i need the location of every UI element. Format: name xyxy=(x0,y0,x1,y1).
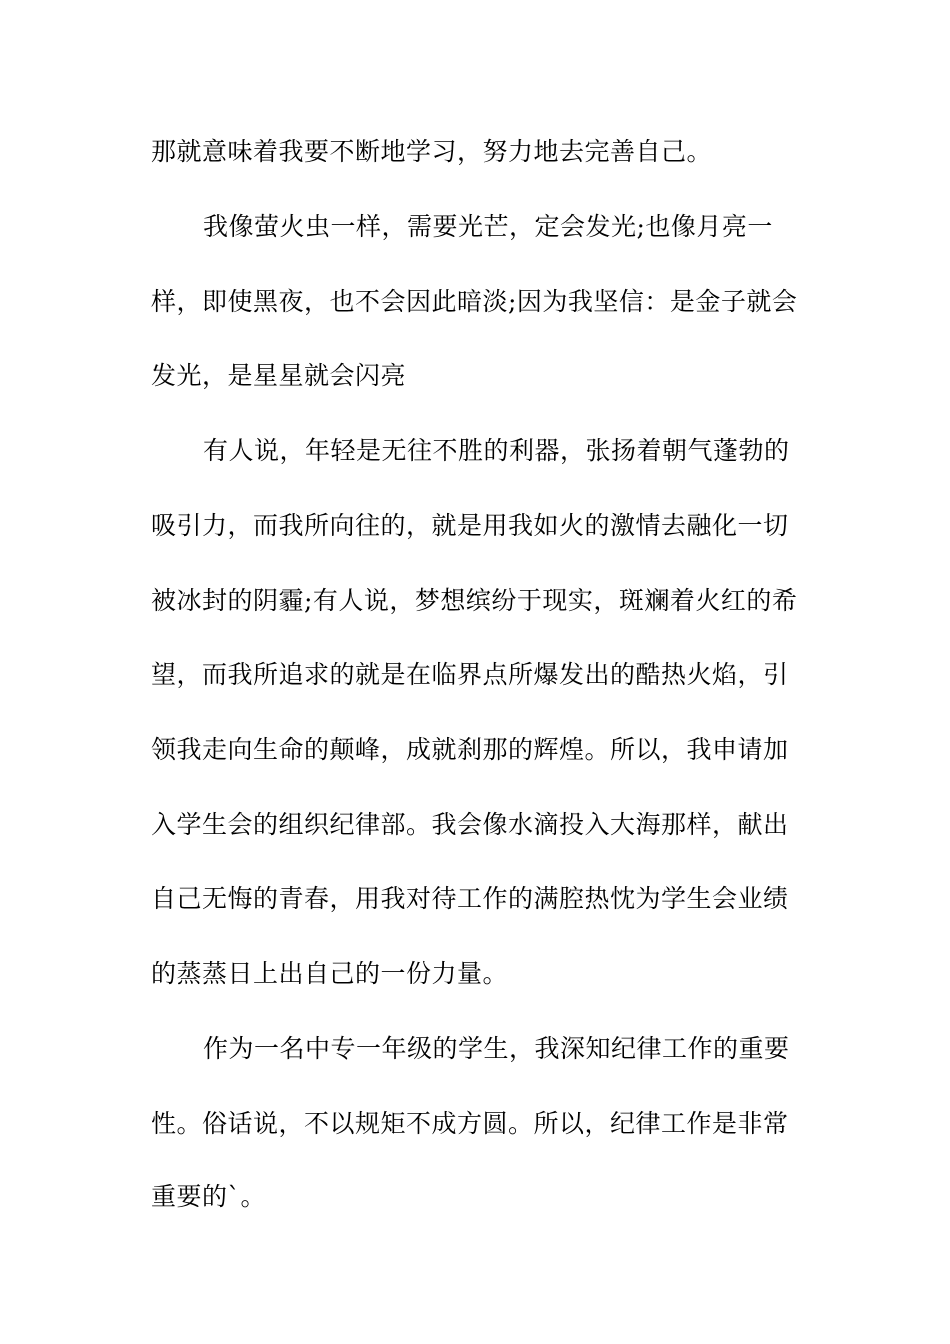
text-line: 被冰封的阴霾;有人说，梦想缤纷于现实，斑斓着火红的希 xyxy=(151,586,798,615)
text-line: 样，即使黑夜，也不会因此暗淡;因为我坚信：是金子就会 xyxy=(151,287,798,316)
text-line: 吸引力，而我所向往的，就是用我如火的激情去融化一切 xyxy=(151,511,789,540)
text-line: 望，而我所追求的就是在临界点所爆发出的酷热火焰，引 xyxy=(151,660,789,689)
paragraph-first-line: 作为一名中专一年级的学生，我深知纪律工作的重要 xyxy=(203,1034,790,1063)
text-line: 性。俗话说，不以规矩不成方圆。所以，纪律工作是非常 xyxy=(151,1109,789,1138)
paragraph-first-line: 我像萤火虫一样，需要光芒，定会发光;也像月亮一 xyxy=(203,212,773,241)
text-line: 领我走向生命的颠峰，成就刹那的辉煌。所以，我申请加 xyxy=(151,735,789,764)
text-line: 重要的`。 xyxy=(151,1182,267,1211)
text-line: 的蒸蒸日上出自己的一份力量。 xyxy=(151,959,509,988)
text-line: 那就意味着我要不断地学习，努力地去完善自己。 xyxy=(151,137,713,166)
text-line: 发光，是星星就会闪亮 xyxy=(151,361,407,390)
paragraph-first-line: 有人说，年轻是无往不胜的利器，张扬着朝气蓬勃的 xyxy=(203,436,790,465)
text-line: 入学生会的组织纪律部。我会像水滴投入大海那样，献出 xyxy=(151,810,789,839)
text-line: 自己无悔的青春，用我对待工作的满腔热忱为学生会业绩 xyxy=(151,884,789,913)
